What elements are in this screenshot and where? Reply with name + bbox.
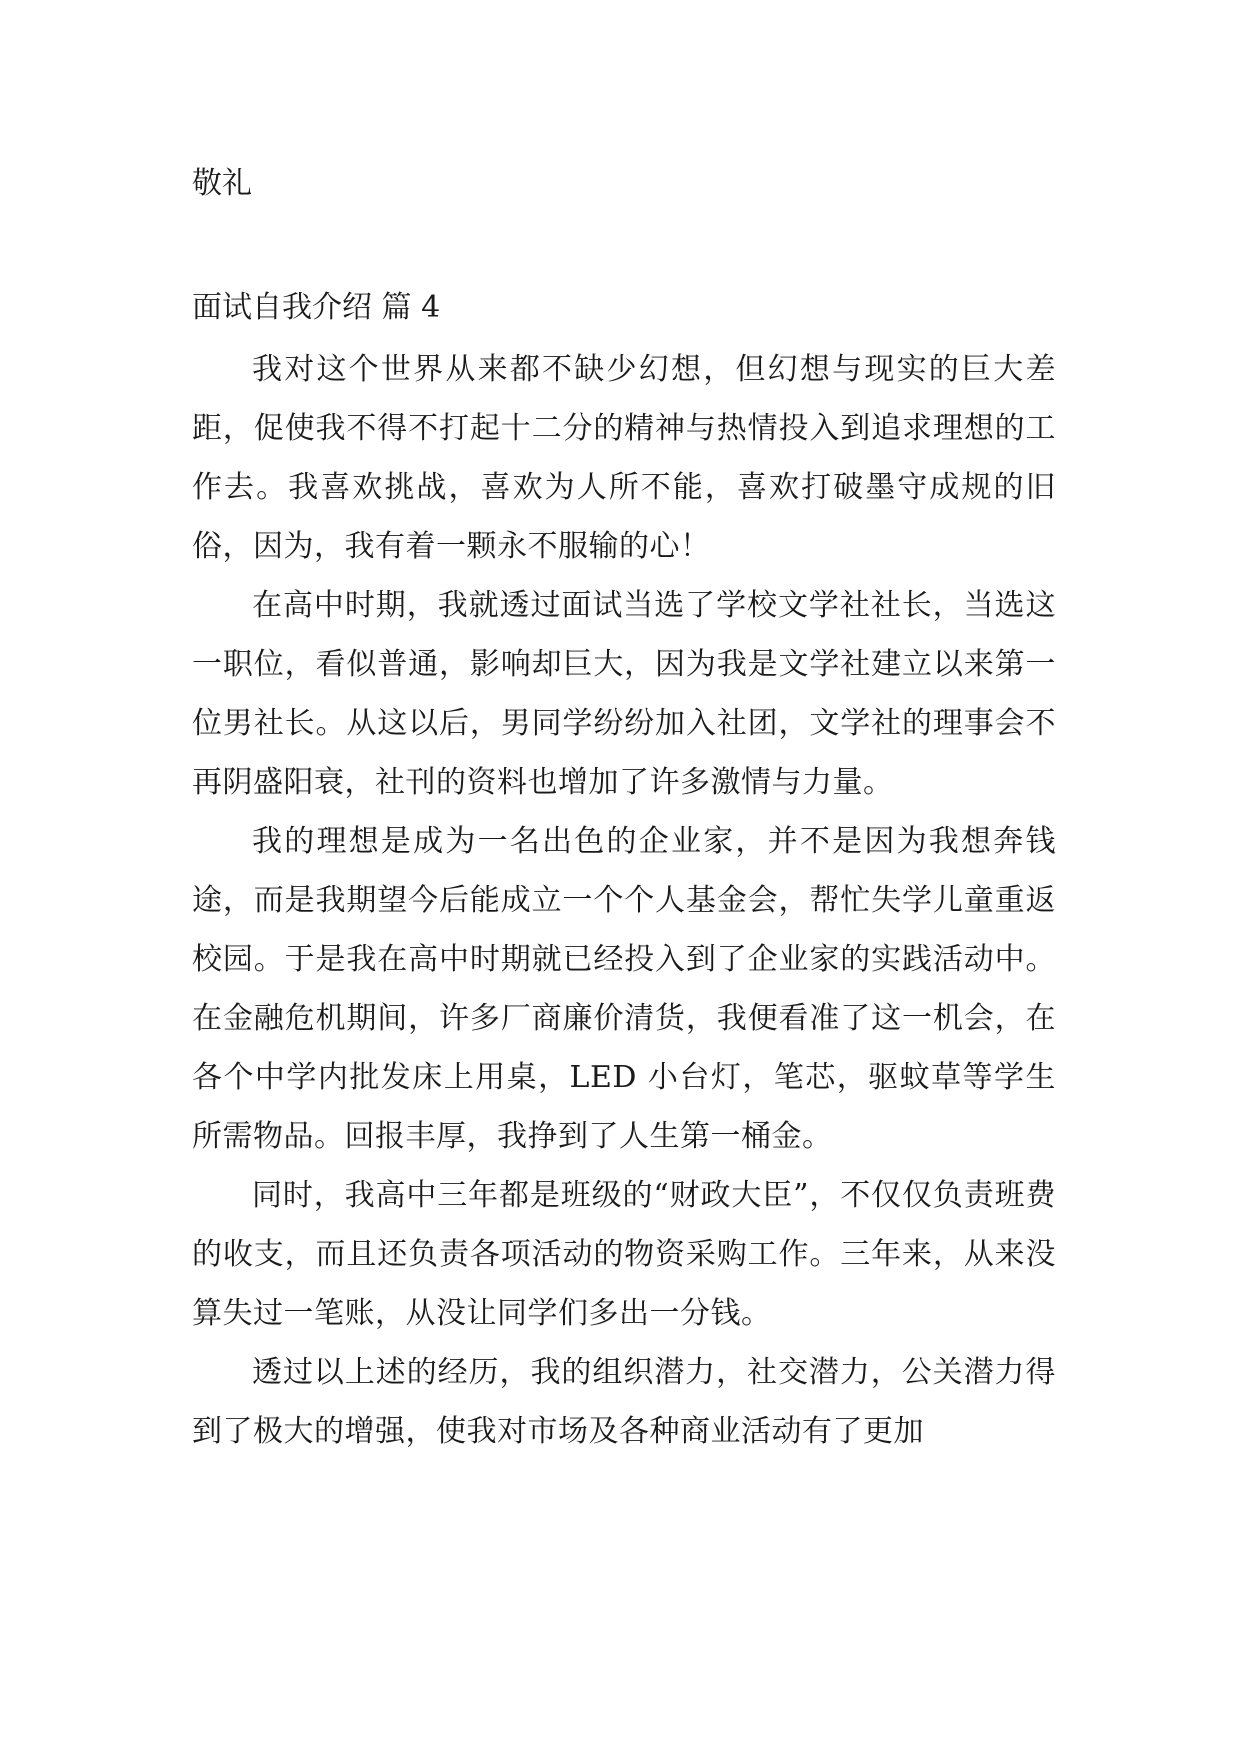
paragraph: 在高中时期，我就透过面试当选了学校文学社社长，当选这一职位，看似普通，影响却巨大，因为我是文学社建立以来第一位男社长。从这以后，男同学纷纷加入社团，文学社的理事会不再阴盛阳衰，社刊的资料也增加了许多激情与力量。 xyxy=(192,588,1056,800)
paragraph: 透过以上述的经历，我的组织潜力，社交潜力，公关潜力得到了极大的增强，使我对市场及各种商业活动有了更加 xyxy=(192,1355,1056,1449)
paragraph: 同时，我高中三年都是班级的“财政大臣”，不仅仅负责班费的收支，而且还负责各项活动的物资采购工作。三年来，从来没算失过一笔账，从没让同学们多出一分钱。 xyxy=(192,1178,1056,1331)
paragraph: 我的理想是成为一名出色的企业家，并不是因为我想奔钱途，而是我期望今后能成立一个个人基金会，帮忙失学儿童重返校园。于是我在高中时期就已经投入到了企业家的实践活动中。在金融危机期间，许多厂商廉价清货，我便看准了这一机会，在各个中学内批发床上用桌，LED 小台灯，笔芯，驱蚊草等学生所需物品。回报丰厚，我挣到了人生第一桶金。 xyxy=(192,824,1056,1154)
body-text xyxy=(192,340,1056,1461)
section-heading: 面试自我介绍 篇 4 xyxy=(192,290,441,325)
closing-salutation: 敬礼 xyxy=(192,166,252,201)
paragraph: 我对这个世界从来都不缺少幻想，但幻想与现实的巨大差距，促使我不得不打起十二分的精神与热情投入到追求理想的工作去。我喜欢挑战，喜欢为人所不能，喜欢打破墨守成规的旧俗，因为，我有着一颗永不服输的心！ xyxy=(192,352,1056,564)
